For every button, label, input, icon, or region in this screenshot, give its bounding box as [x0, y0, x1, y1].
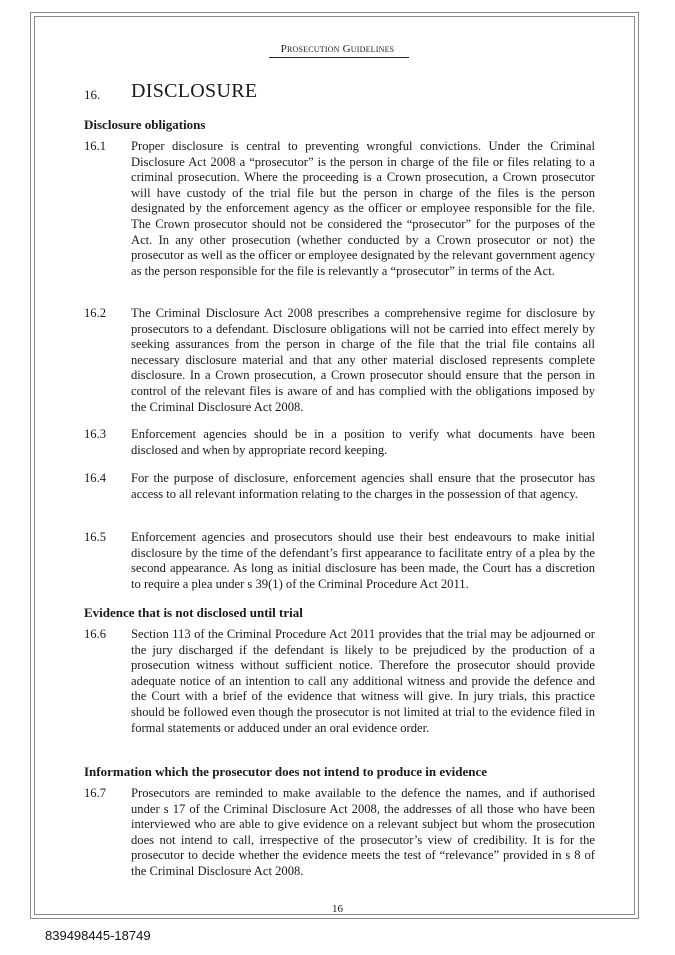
paragraph-text: Proper disclosure is central to preventing wrongful convictions. Under the Criminal Disclosure Act 2008 a “prosecutor” is the person in charge of the file or files relating to a criminal prosecution. Where the proceeding is a Crown prosecution, a Crown prosecutor will have custody of the trial file but the person in charge of the files is the person designated by the enforcement agency as the officer or employee responsible for the file. The Crown prosecutor should not be considered the “prosecutor” for the purposes of the Act. In any other prosecution (whether conducted by a Crown prosecutor or not) the prosecutor as well as the officer or employee designated by the relevant government agency as the person responsible for the file is relevantly a “prosecutor” in terms of the Act.	[131, 139, 595, 278]
paragraph-number: 16.6	[84, 627, 107, 641]
paragraph-number: 16.4	[84, 471, 107, 485]
subheading-evidence-not-disclosed: Evidence that is not disclosed until trial	[84, 605, 303, 620]
running-header: Prosecution Guidelines	[280, 43, 395, 55]
subheading-information-not-produced: Information which the prosecutor does not intend to produce in evidence	[84, 764, 488, 779]
subheading-disclosure-obligations: Disclosure obligations	[84, 117, 206, 132]
document-id: 839498445-18749	[45, 928, 151, 943]
paragraph-number: 16.7	[84, 786, 107, 800]
paragraph-number: 16.2	[84, 306, 107, 320]
paragraph-number: 16.5	[84, 530, 107, 544]
section-number: 16.	[84, 87, 101, 102]
section-title: DISCLOSURE	[131, 80, 258, 102]
paragraph-text: Enforcement agencies and prosecutors should use their best endeavours to make initial disclosure by the time of the defendant’s first appearance to facilitate entry of a plea by the second appearance. As long as initial disclosure has been made, the Court has a discretion to require a plea under s 39(1) of the Criminal Procedure Act 2011.	[131, 530, 595, 591]
paragraph-text: The Criminal Disclosure Act 2008 prescribes a comprehensive regime for disclosure by prosecutors to a defendant. Disclosure obligations will not be carried into effect merely by seeking assurances from the person in charge of the file that the trial file contains all necessary disclosure material and that any other material disclosed represents complete disclosure. In a Crown prosecution, a Crown prosecutor should ensure that the person in control of the relevant files is aware of and has complied with the obligations imposed by the Criminal Disclosure Act 2008.	[131, 306, 595, 414]
paragraph-text: Enforcement agencies should be in a position to verify what documents have been disclosed and when by appropriate record keeping.	[131, 427, 595, 457]
page-number: 16	[332, 903, 343, 915]
paragraph-number: 16.3	[84, 427, 107, 441]
paragraph-text: Prosecutors are reminded to make available to the defence the names, and if authorised under s 17 of the Criminal Disclosure Act 2008, the addresses of all those who have been interviewed who are able to give evidence on a relevant subject but whom the prosecution does not intend to call, irrespective of the prosecutor’s view of credibility. It is for the prosecutor to decide whether the evidence meets the test of “relevance” provided in s 8 of the Criminal Disclosure Act 2008.	[131, 786, 595, 878]
paragraph-text: Section 113 of the Criminal Procedure Act 2011 provides that the trial may be adjourned or the jury discharged if the defendant is likely to be prejudiced by the production of a prosecution witness without sufficient notice. Therefore the prosecutor should provide adequate notice of an intention to call any additional witness and provide the defence and the Court with a brief of the evidence that witness will give. In jury trials, this practice should be followed even though the prosecutor is not limited at trial to the evidence filed in formal statements or adduced under an oral evidence order.	[131, 627, 595, 735]
header-rule	[269, 57, 409, 58]
paragraph-number: 16.1	[84, 139, 107, 153]
paragraph-text: For the purpose of disclosure, enforcement agencies shall ensure that the prosecutor has access to all relevant information relating to the charges in the possession of that agency.	[131, 471, 595, 501]
